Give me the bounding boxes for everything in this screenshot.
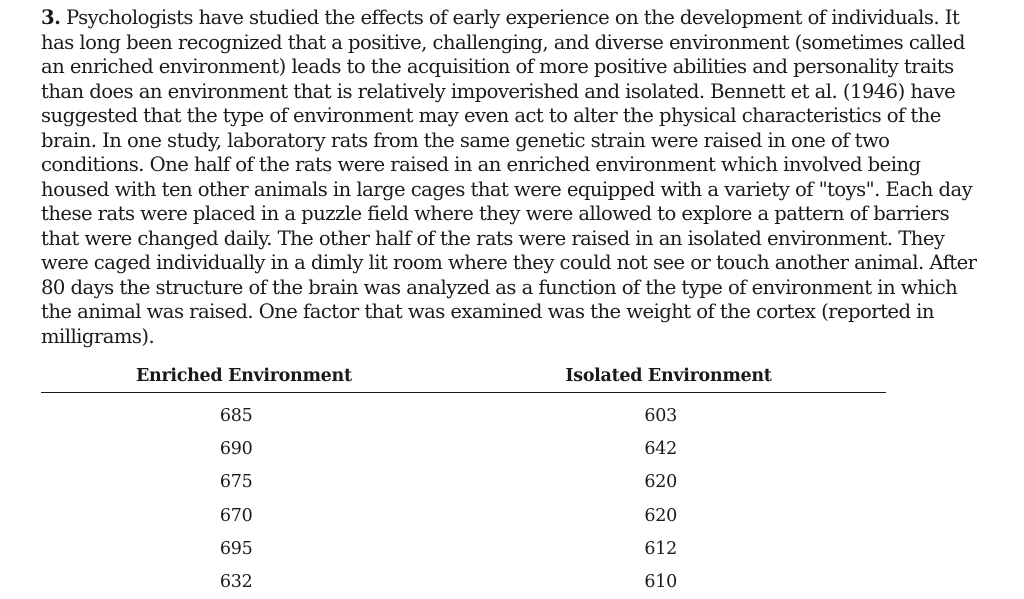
header-enriched-environment: Enriched Environment	[41, 359, 469, 393]
problem-number: 3.	[41, 6, 61, 29]
enriched-value: 670	[219, 505, 253, 526]
isolated-value: 610	[644, 572, 677, 593]
enriched-value: 675	[219, 472, 253, 493]
table-row	[41, 532, 886, 565]
isolated-value: 612	[644, 538, 677, 559]
enriched-value: 695	[219, 538, 253, 559]
table-row	[41, 499, 886, 532]
enriched-value: 685	[219, 405, 253, 426]
isolated-value: 620	[644, 472, 677, 493]
enriched-value: 632	[219, 572, 253, 593]
isolated-value: 603	[644, 405, 677, 426]
isolated-value: 642	[644, 438, 677, 459]
problem-text: Psychologists have studied the effects of early experience on the development of individuals. It has long been recognized that a positive, challenging, and diverse environment (sometimes called an enriched environment) leads to the acquisition of more positive abilities and personality traits than does an environment that is relatively impoverished and isolated. Bennett et al. (1946) have suggested that the type of environment may even act to alter the physical characteristics of the brain. In one study, laboratory rats from the same genetic strain were raised in one of two conditions. One half of the rats were raised in an enriched environment which involved being housed with ten other animals in large cages that were equipped with a variety of "toys". Each day these rats were placed in a puzzle field where they were allowed to explore a pattern of barriers that were changed daily. The other half of the rats were raised in an isolated environment. They were caged individually in a dimly lit room where they could not see or touch another animal. After 80 days the structure of the brain was analyzed as a function of the type of environment in which the animal was raised. One factor that was examined was the weight of the cortex (reported in milligrams).	[41, 6, 977, 348]
table-row	[41, 466, 886, 499]
isolated-value: 620	[644, 505, 677, 526]
cortex-weight-table	[41, 359, 886, 599]
enriched-value: 690	[219, 438, 253, 459]
table-row	[41, 432, 886, 465]
table-header-row	[41, 359, 886, 393]
table-row	[41, 393, 886, 433]
header-isolated-environment: Isolated Environment	[469, 359, 886, 393]
problem-statement	[41, 6, 981, 349]
